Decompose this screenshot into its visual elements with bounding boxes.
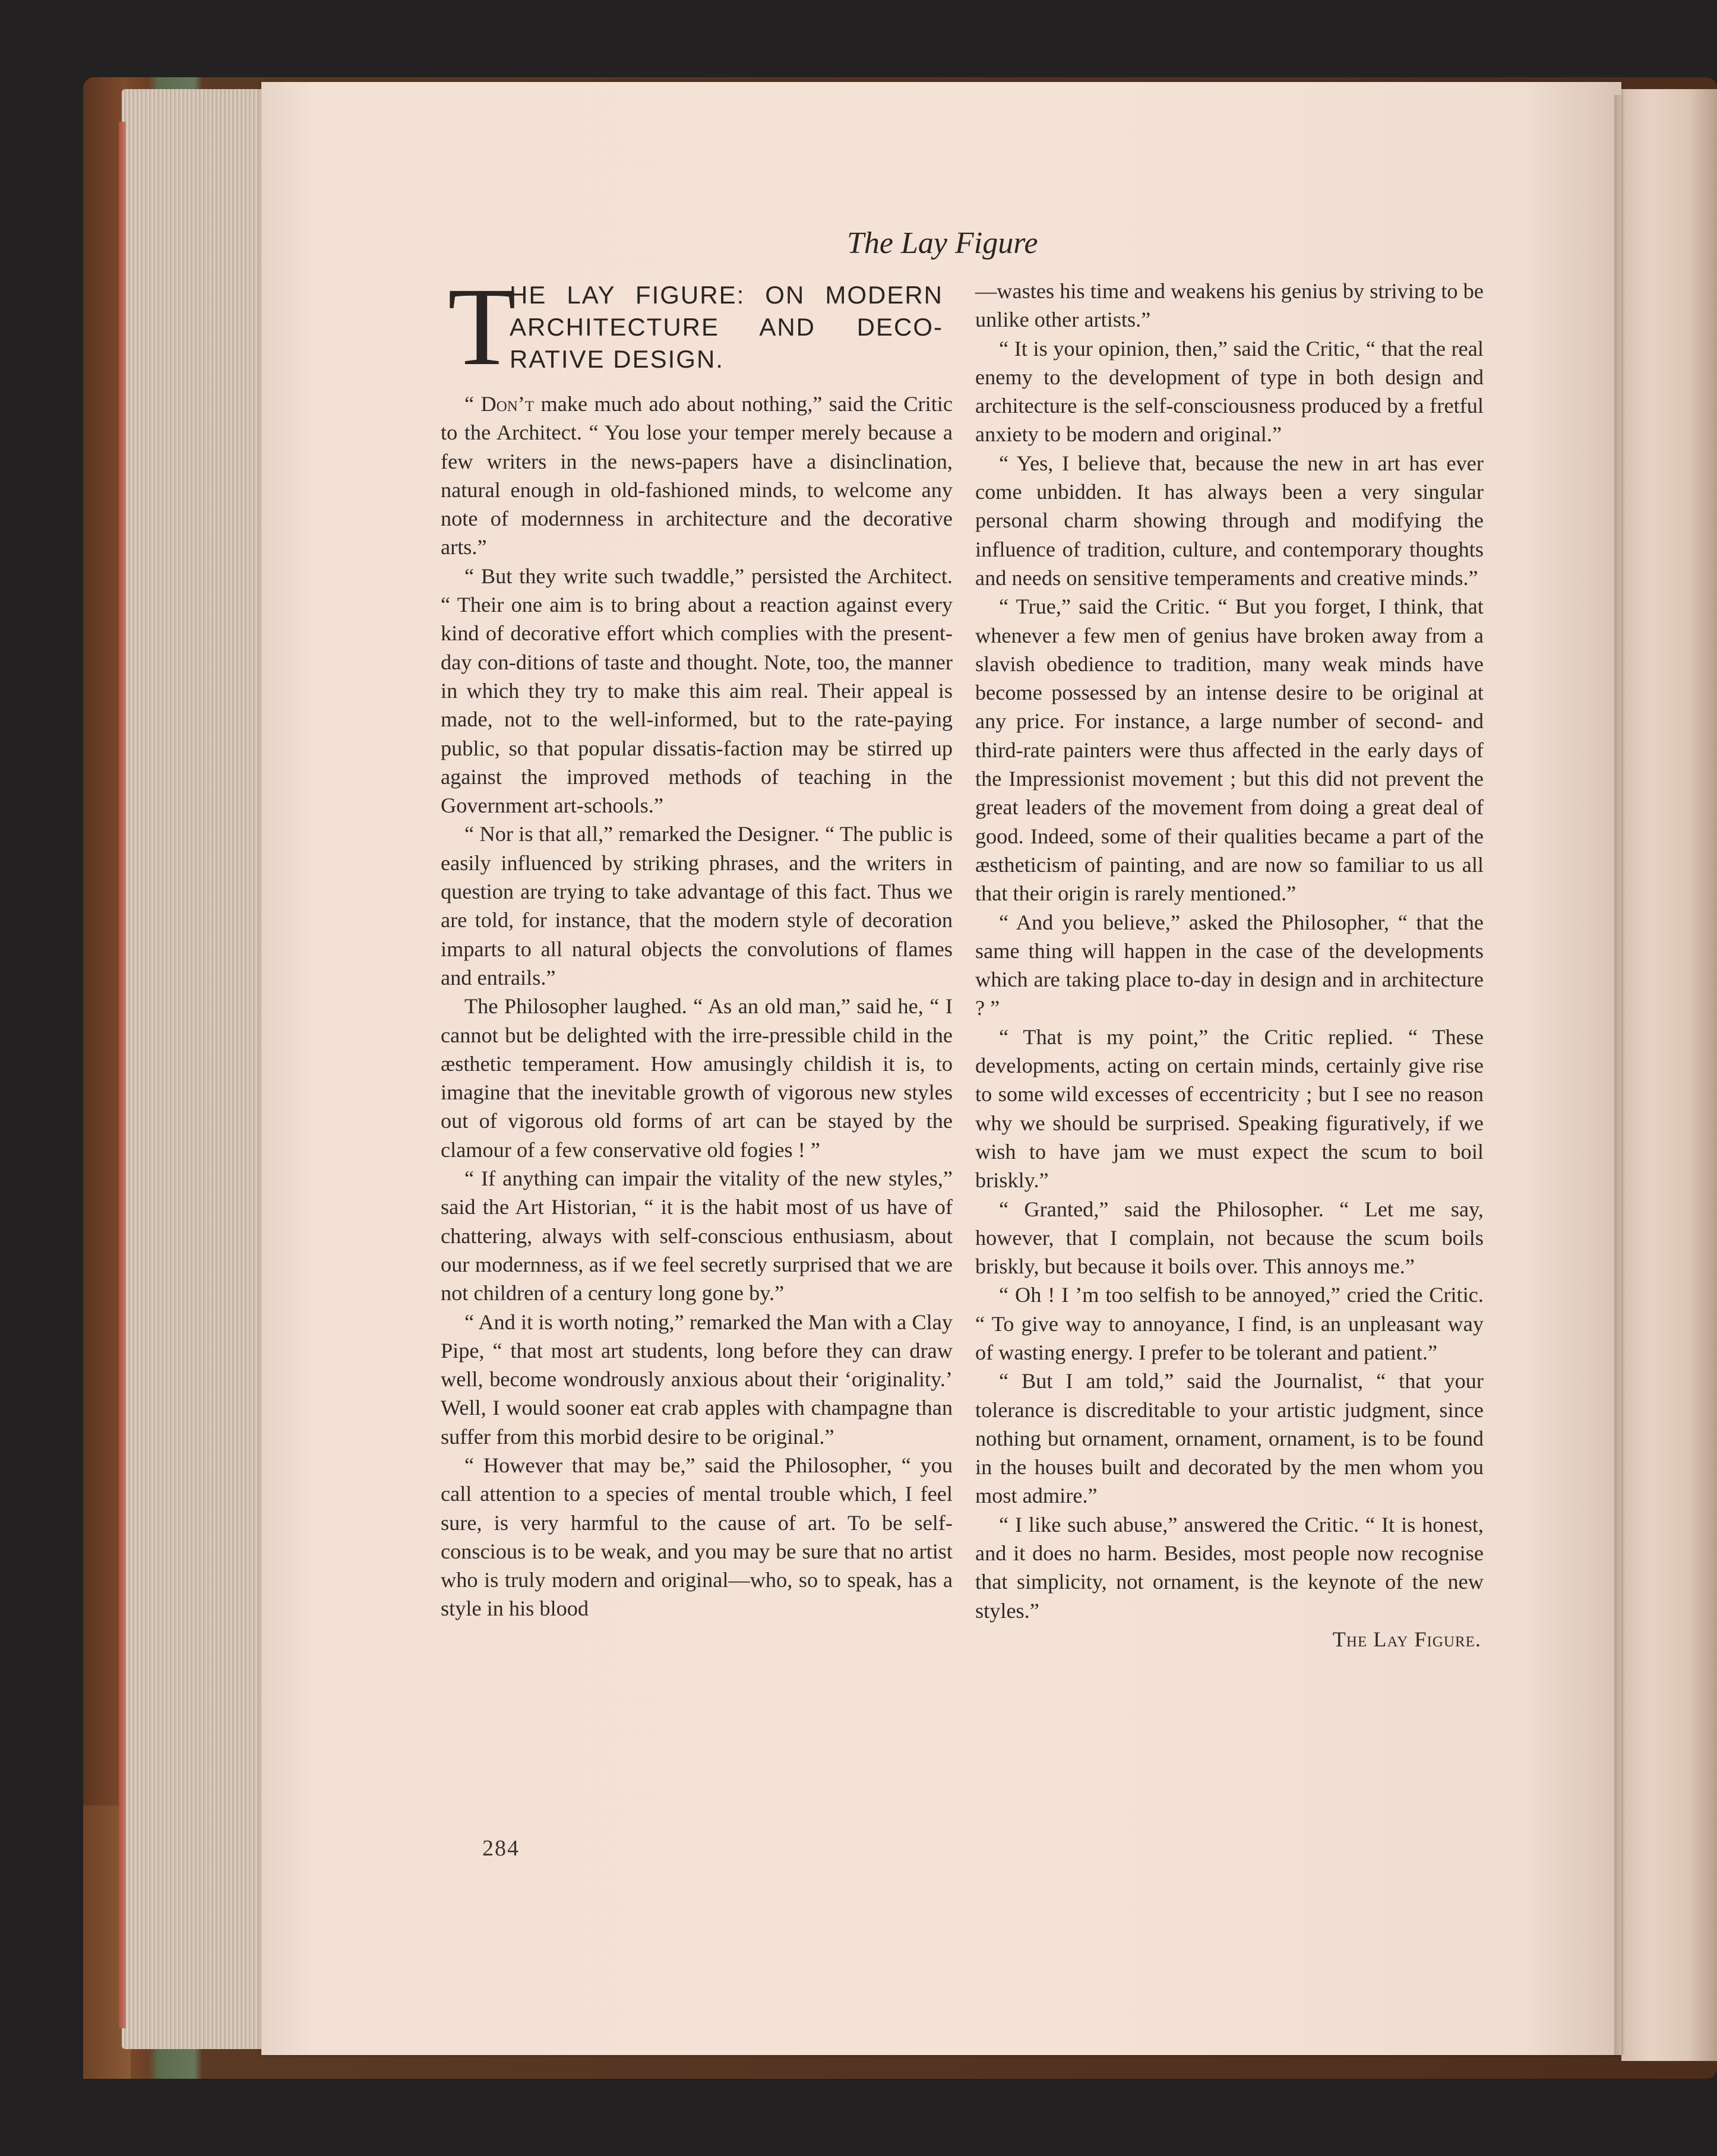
- gutter-shadow: [1614, 95, 1625, 2055]
- opening-words: “ Don’t: [464, 392, 535, 416]
- article-heading: [441, 264, 953, 390]
- paragraph: “ I like such abuse,” answered the Critic. “ It is honest, and it does no harm. Besides, most people now recognise that simplicity, not ornament, is the keynote of the new styles.”: [975, 1512, 1484, 1623]
- paragraph: “ True,” said the Critic. “ But you forget, I think, that whenever a few men of genius have broken away from a slavish obedience to tradition, many weak minds have become possessed by an intense desire to be original at any price. For instance, a large number of second- and third-rate painters were thus affected in the early days of the Impressionist movement ; but this did not prevent the great leaders of the movement from doing a great deal of good. Indeed, some of their qualities became a part of the æstheticism of painting, and are now so familiar to us all that their origin is rarely mentioned.”: [975, 595, 1484, 906]
- page-block-edges: [122, 89, 270, 2049]
- paragraph: The Philosopher laughed. “ As an old man,” said he, “ I cannot but be delighted with the irre-pressible child in the æsthetic temperament. How amusingly childish it is, to imagine that the inevitable growth of vigorous new styles out of vigorous old forms of art can be stayed by the clamour of a few conservative old fogies ! ”: [441, 994, 953, 1162]
- paragraph: “ Oh ! I ’m too selfish to be annoyed,” cried the Critic. “ To give way to annoyance, I find, is an unpleasant way of wasting energy. I prefer to be tolerant and patient.”: [975, 1283, 1484, 1364]
- paragraph: “ But I am told,” said the Journalist, “ that your tolerance is discreditable to your artistic judgment, since nothing but ornament, ornament, ornament, is to be found in the houses built and decorated by the men whom you most admire.”: [975, 1369, 1484, 1508]
- article-title: HE LAY FIGURE: ON MODERN ARCHITECTURE AND DECO-RATIVE DESIGN.: [510, 281, 943, 373]
- paragraph: [441, 390, 953, 562]
- paragraph: “ And you believe,” asked the Philosopher, “ that the same thing will happen in the case of the developments which are taking place to-day in design and in architecture ? ”: [975, 910, 1484, 1020]
- paragraph: “ It is your opinion, then,” said the Critic, “ that the real enemy to the development of type in both design and architecture is the self-consciousness produced by a fretful anxiety to be modern and original.”: [975, 336, 1484, 447]
- facing-page-edge: [1621, 89, 1717, 2061]
- right-column: [975, 277, 1484, 1654]
- paragraph-text: make much ado about nothing,” said the Critic to the Architect. “ You lose your temper merely because a few writers in the news-papers have a disinclination, natural enough in old-fashioned minds, to welcome any note of modernness in architecture and the decorative arts.”: [441, 392, 953, 559]
- paragraph: “ Yes, I believe that, because the new in art has ever come unbidden. It has always been a very singular personal charm showing through and modifying the influence of tradition, culture, and contemporary thoughts and needs on sensitive temperaments and creative minds.”: [975, 451, 1484, 590]
- paragraph: “ And it is worth noting,” remarked the Man with a Clay Pipe, “ that most art students, long before they can draw well, become wondrously anxious about their ‘originality.’ Well, I would sooner eat crab apples with champagne than suffer from this morbid desire to be original.”: [441, 1310, 953, 1449]
- signature: The Lay Figure.: [1332, 1627, 1481, 1651]
- paragraph: “ But they write such twaddle,” persisted the Architect. “ Their one aim is to bring about a reaction against every kind of decorative effort which complies with the present-day con-ditions of taste and thought. Note, too, the manner in which they try to make this aim real. Their appeal is made, not to the well-informed, but to the rate-paying public, so that popular dissatis-faction may be stirred up against the improved methods of teaching in the Government art-schools.”: [441, 564, 953, 818]
- paragraph: “ However that may be,” said the Philosopher, “ you call attention to a species of mental trouble which, I feel sure, is very harmful to the cause of art. To be self-conscious is to be weak, and you may be sure that no artist who is truly modern and original—who, so to speak, has a style in his blood: [441, 1453, 953, 1621]
- drop-cap: T: [448, 264, 516, 388]
- paragraph-continuation: —wastes his time and weakens his genius by striving to be unlike other artists.”: [975, 279, 1484, 332]
- paragraph: “ Nor is that all,” remarked the Designer. “ The public is easily influenced by striking phrases, and the writers in question are trying to take advantage of this fact. Thus we are told, for instance, that the modern style of decoration imparts to all natural objects the convolutions of flames and entrails.”: [441, 822, 953, 990]
- paragraph: “ That is my point,” the Critic replied. “ These developments, acting on certain minds, certainly give rise to some wild excesses of eccentricity ; but I see no reason why we should be surprised. Speaking figuratively, if we wish to have jam we must expect the scum to boil briskly.”: [975, 1025, 1484, 1193]
- paragraph: “ If anything can impair the vitality of the new styles,” said the Art Historian, “ it is the habit most of us have of chattering, always with self-conscious enthusiasm, about our modernness, as if we feel secretly surprised that we are not children of a century long gone by.”: [441, 1166, 953, 1305]
- page-edge-red-stain: [119, 122, 126, 2028]
- page-number: 284: [482, 1836, 520, 1861]
- paragraph: “ Granted,” said the Philosopher. “ Let me say, however, that I complain, not because the scum boils briskly, but because it boils over. This annoys me.”: [975, 1197, 1484, 1279]
- running-head: The Lay Figure: [847, 226, 1038, 260]
- left-column: [441, 264, 953, 1623]
